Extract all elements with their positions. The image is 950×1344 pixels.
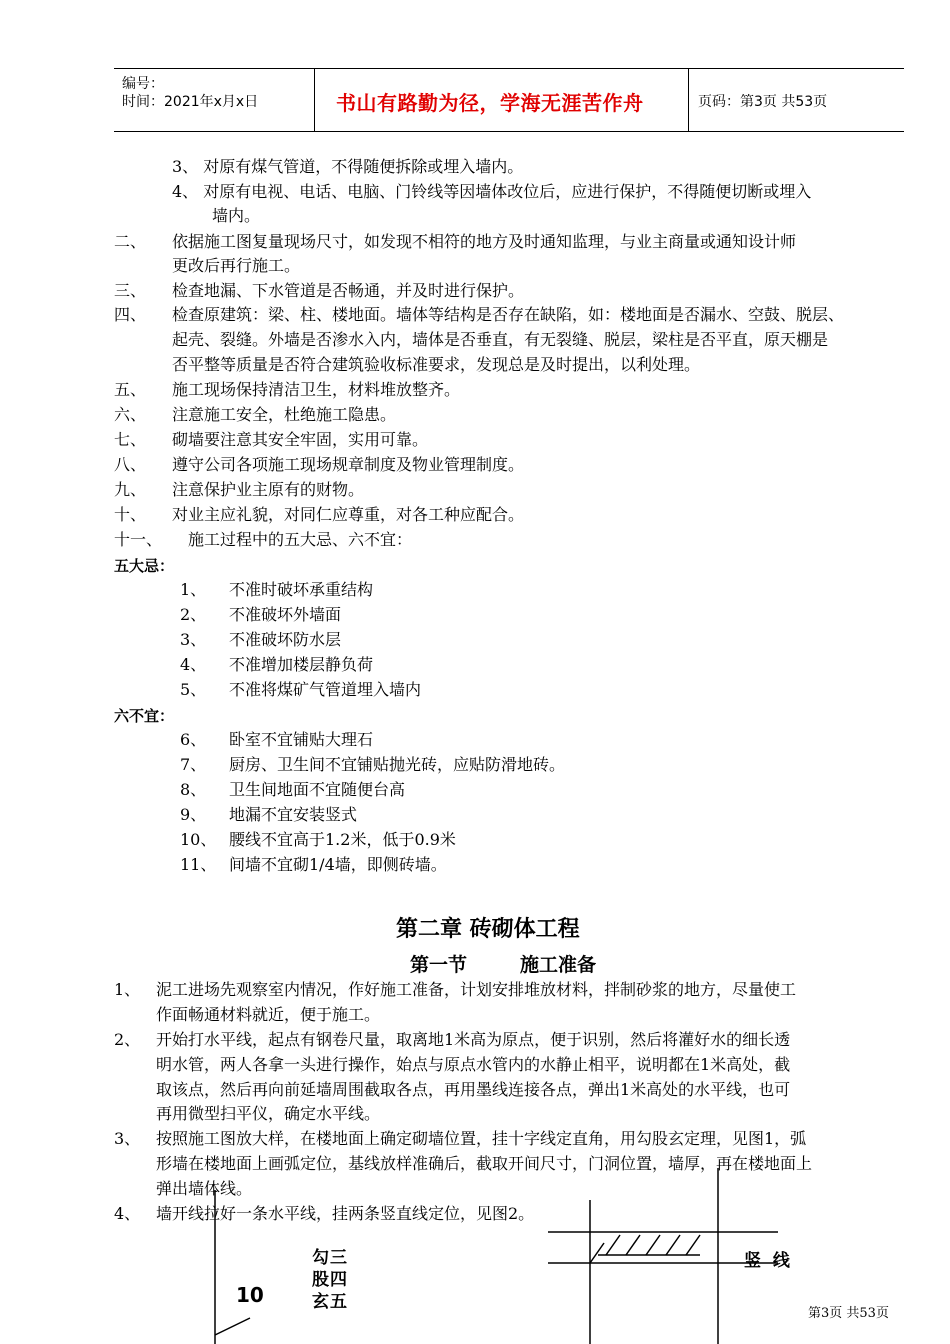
text-line: 遵守公司各项施工现场规章制度及物业管理制度。 [172,455,525,474]
step-number: 4、 [114,1204,141,1223]
item-number: 二、 [114,232,147,251]
item-number: 十、 [114,505,147,524]
header-page-info: 页码：第3页 共53页 [698,94,828,110]
text-line: 对业主应礼貌，对同仁应尊重，对各工种应配合。 [172,505,525,524]
text-line: 墙内。 [212,206,261,225]
step-line: 开始打水平线，起点有钢卷尺量，取离地1米高为原点，便于识别，然后将灌好水的细长透 [156,1030,791,1049]
list-item-number: 7、 [180,755,207,774]
list-item-number: 10、 [180,830,217,849]
step-line: 泥工进场先观察室内情况，作好施工准备，计划安排堆放材料，拌制砂浆的地方，尽量使工 [156,980,797,999]
step-line: 弹出墙体线。 [156,1179,253,1198]
text-line: 施工现场保持清洁卫生，材料堆放整齐。 [172,380,461,399]
header-time-label: 时间：2021年x月x日 [122,94,259,110]
item-number: 五、 [114,380,147,399]
step-line: 按照施工图放大样，在楼地面上确定砌墙位置，挂十字线定直角，用勾股玄定理，见图1，弧 [156,1129,807,1148]
text-line: 更改后再行施工。 [172,256,301,275]
step-number: 1、 [114,980,141,999]
text-line: 3、 对原有煤气管道，不得随便拆除或埋入墙内。 [172,157,524,176]
text-line: 依据施工图复量现场尺寸，如发现不相符的地方及时通知监理，与业主商量或通知设计师 [172,232,797,251]
list-item: 不准增加楼层静负荷 [229,655,374,674]
figure-label-gougu: 勾股玄 [312,1248,329,1312]
text-line: 注意保护业主原有的财物。 [172,480,365,499]
list-item-number: 6、 [180,730,207,749]
list-item-number: 1、 [180,580,207,599]
list-item: 卧室不宜铺贴大理石 [229,730,374,749]
list-item-number: 5、 [180,680,207,699]
text-line: 起壳、裂缝。外墙是否渗水入内，墙体是否垂直，有无裂缝、脱层，梁柱是否平直，原天棚是 [172,330,829,349]
header-number-label: 编号： [122,76,164,92]
item-number: 六、 [114,405,147,424]
item-number: 八、 [114,455,147,474]
chapter-title: 第二章 砖砌体工程 [396,917,580,942]
text-line: 注意施工安全，杜绝施工隐患。 [172,405,397,424]
text-line: 检查地漏、下水管道是否畅通，并及时进行保护。 [172,281,525,300]
list-item: 卫生间地面不宜随便台高 [229,780,406,799]
item-number: 十一、 [114,530,163,549]
list-item-number: 8、 [180,780,207,799]
list-item: 不准破坏防水层 [229,630,342,649]
item-number: 三、 [114,281,147,300]
item-number: 九、 [114,480,147,499]
step-line: 取该点，然后再向前延墙周围截取各点，再用墨线连接各点，弹出1米高处的水平线，也可 [156,1080,791,1099]
list-item: 不准将煤矿气管道埋入墙内 [229,680,422,699]
figure-label-vertical-line: 竖 线 [744,1251,790,1271]
text-line: 否平整等质量是否符合建筑验收标准要求，发现总是及时提出，以利处理。 [172,355,701,374]
step-line: 明水管，两人各拿一头进行操作，始点与原点水管内的水静止相平，说明都在1米高处，截 [156,1055,791,1074]
list-item-number: 11、 [180,855,217,874]
list-item: 腰线不宜高于1.2米，低于0.9米 [229,830,456,849]
section-number: 第一节 [410,954,468,976]
header-motto: 书山有路勤为径，学海无涯苦作舟 [336,91,644,115]
liubuyi-heading: 六不宜： [114,707,175,725]
step-number: 3、 [114,1129,141,1148]
text-line: 4、 对原有电视、电话、电脑、门铃线等因墙体改位后，应进行保护，不得随便切断或埋入 [172,182,812,201]
step-number: 2、 [114,1030,141,1049]
text-line: 施工过程中的五大忌、六不宜： [188,530,413,549]
list-item: 厨房、卫生间不宜铺贴抛光砖，应贴防滑地砖。 [229,755,566,774]
section-title: 施工准备 [520,954,597,976]
list-item-number: 9、 [180,805,207,824]
text-line: 砌墙要注意其安全牢固，实用可靠。 [172,430,429,449]
wudaji-heading: 五大忌： [114,557,175,575]
item-number: 七、 [114,430,147,449]
list-item-number: 4、 [180,655,207,674]
list-item-number: 3、 [180,630,207,649]
step-line: 形墙在楼地面上画弧定位，基线放样准确后，截取开间尺寸，门洞位置，墙厚，再在楼地面上 [156,1154,813,1173]
list-item: 地漏不宜安装竖式 [229,805,358,824]
figure-label-10: 10 [236,1283,264,1307]
list-item-number: 2、 [180,605,207,624]
step-line: 再用微型扫平仪，确定水平线。 [156,1104,381,1123]
list-item: 不准时破坏承重结构 [229,580,374,599]
figure-hypotenuse [215,1318,250,1335]
step-line: 作面畅通材料就近，便于施工。 [156,1005,381,1024]
figure-label-345: 三四五 [330,1248,347,1312]
step-line: 墙开线拉好一条水平线，挂两条竖直线定位，见图2。 [156,1204,535,1223]
page-footer: 第3页 共53页 [808,1306,889,1321]
item-number: 四、 [114,305,147,324]
text-line: 检查原建筑：梁、柱、楼地面。墙体等结构是否存在缺陷，如：楼地面是否漏水、空鼓、脱层、 [172,305,845,324]
list-item: 间墙不宜砌1/4墙，即侧砖墙。 [229,855,447,874]
figure-hatch [590,1235,700,1263]
list-item: 不准破坏外墙面 [229,605,342,624]
